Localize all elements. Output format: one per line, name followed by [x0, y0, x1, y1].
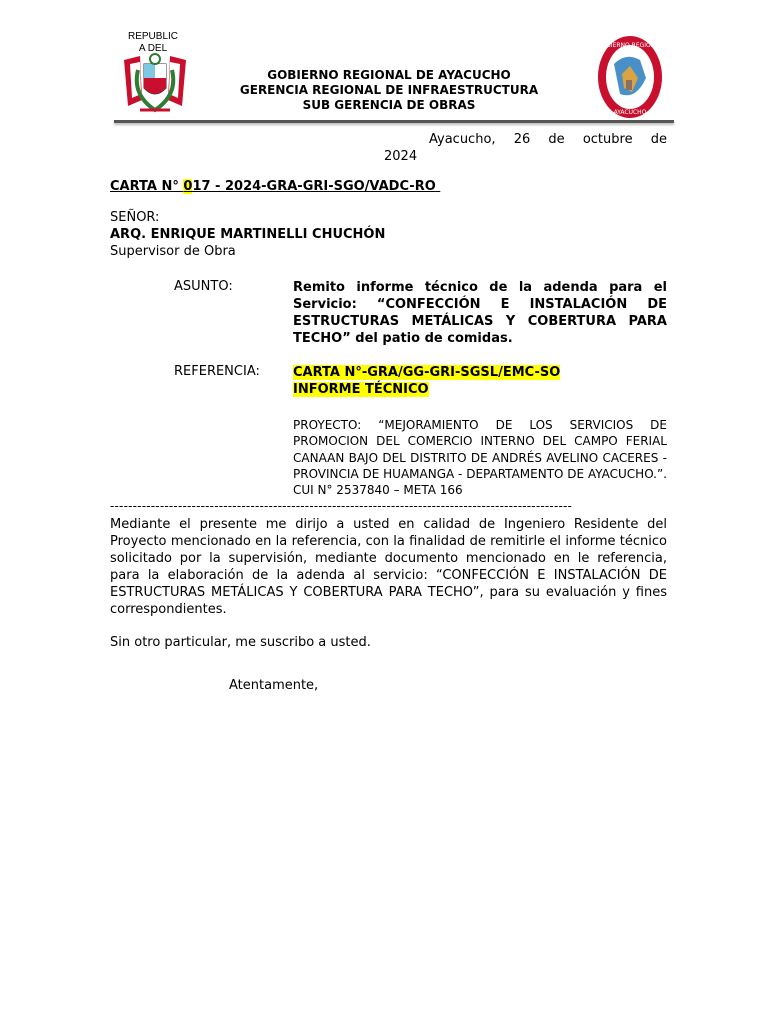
separator-line: ------------------------------------------------------------------------------------------------------ [110, 499, 573, 513]
closing-text: Sin otro particular, me suscribo a usted. [110, 635, 371, 650]
emblem-caption-line: A DEL [138, 43, 168, 54]
recipient-role: Supervisor de Obra [110, 244, 236, 259]
letterhead [200, 68, 578, 113]
asunto-text: Remito informe técnico de la adenda para el Servicio: “CONFECCIÓN E INSTALACIÓN DE ESTRUCTURAS METÁLICAS Y COBERTURA PARA TECHO” del patio de comidas. [293, 280, 667, 346]
letter-date [384, 131, 667, 165]
signoff-text: Atentamente, [229, 678, 319, 693]
emblem-caption-line: REPUBLIC [127, 31, 178, 42]
date-line-1: Ayacucho, 26 de octubre de [429, 132, 667, 147]
body-paragraph: Mediante el presente me dirijo a usted en calidad de Ingeniero Residente del Proyecto mencionado en la referencia, con la finalidad de remitirle el informe técnico solicitado por la supervisión, mediante documento mencionado en le referencia, para la elaboración de la adenda al servicio: “CONFECCIÓN E INSTALACIÓN DE ESTRUCTURAS METÁLICAS Y COBERTURA PARA TECHO”, para su evaluación y fines correspondientes. [110, 517, 667, 617]
header-rule [114, 120, 674, 123]
carta-prefix: CARTA N° [110, 179, 184, 194]
gobierno-regional-ayacucho-logo [596, 34, 664, 120]
carta-highlighted-digit: 0 [183, 179, 193, 194]
peru-coat-of-arms-logo [120, 50, 190, 118]
letterhead-line: GOBIERNO REGIONAL DE AYACUCHO [267, 68, 511, 82]
letterhead-line: SUB GERENCIA DE OBRAS [302, 98, 476, 112]
referencia-line-2: INFORME TÉCNICO [293, 382, 429, 397]
salutation: SEÑOR: [110, 210, 160, 225]
asunto-label: ASUNTO: [174, 279, 233, 294]
referencia-line-1: CARTA N°-GRA/GG-GRI-SGSL/EMC-SO [293, 365, 561, 380]
recipient-name: ARQ. ENRIQUE MARTINELLI CHUCHÓN [110, 227, 386, 242]
logo-text-top: GOBIERNO REGIONAL [597, 42, 663, 49]
date-line-2: 2024 [384, 149, 418, 164]
carta-number [110, 179, 440, 194]
proyecto-text: PROYECTO: “MEJORAMIENTO DE LOS SERVICIOS DE PROMOCION DEL COMERCIO INTERNO DEL CAMPO FERIAL CANAAN BAJO DEL DISTRITO DE ANDRÉS AVELINO CACERES - PROVINCIA DE HUAMANGA - DEPARTAMENTO DE AYACUCHO.”. CUI N° 2537840 – META 166 [293, 418, 667, 498]
carta-rest: 17 - 2024-GRA-GRI-SGO/VADC-RO [192, 179, 436, 194]
logo-text-bottom: AYACUCHO [613, 109, 647, 116]
referencia-label: REFERENCIA: [174, 364, 260, 379]
referencia-lines [293, 364, 560, 398]
letterhead-line: GERENCIA REGIONAL DE INFRAESTRUCTURA [239, 83, 539, 97]
